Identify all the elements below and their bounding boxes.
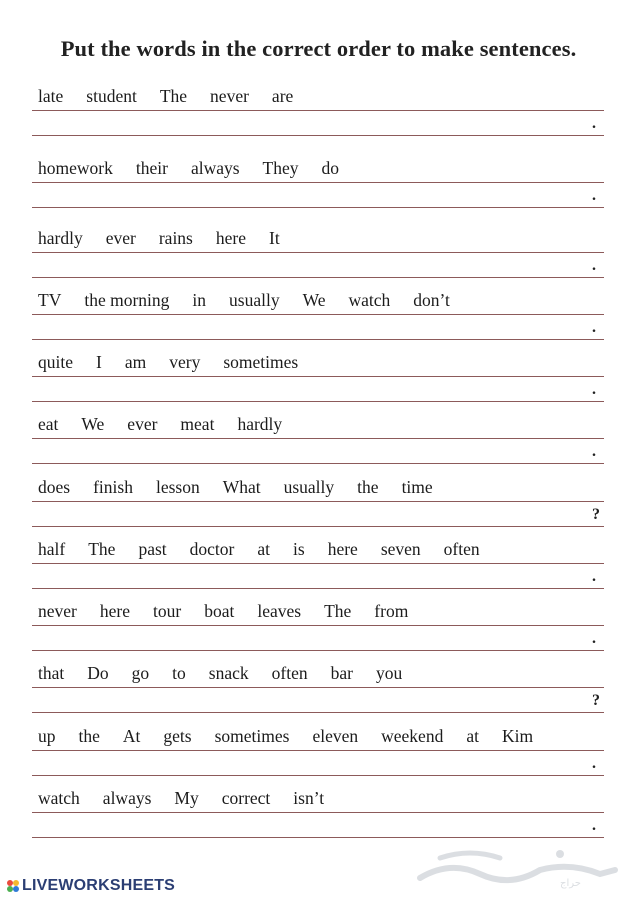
scrambled-word: The xyxy=(88,539,116,559)
scrambled-word: isn’t xyxy=(293,788,325,808)
scrambled-word: tour xyxy=(153,601,182,621)
scrambled-word: at xyxy=(466,726,479,746)
scrambled-word: quite xyxy=(38,352,73,372)
answer-line-bottom[interactable] xyxy=(32,712,604,713)
scrambled-words xyxy=(38,538,503,560)
scrambled-word: am xyxy=(124,352,147,372)
scrambled-word: My xyxy=(174,788,199,808)
answer-line-bottom[interactable] xyxy=(32,463,604,464)
scrambled-words xyxy=(38,600,431,622)
scrambled-word: don’t xyxy=(413,290,450,310)
exercise-row xyxy=(0,476,637,536)
scrambled-word: doctor xyxy=(189,539,235,559)
scrambled-word: sometimes xyxy=(214,726,290,746)
scrambled-word: What xyxy=(222,477,261,497)
scrambled-words xyxy=(38,289,473,311)
scrambled-word: leaves xyxy=(257,601,302,621)
scrambled-word: always xyxy=(190,158,240,178)
scrambled-word: always xyxy=(102,788,152,808)
answer-line-bottom[interactable] xyxy=(32,650,604,651)
scrambled-word: meat xyxy=(180,414,215,434)
scrambled-word: hardly xyxy=(38,228,83,248)
end-punctuation: . xyxy=(592,568,596,585)
scrambled-word: watch xyxy=(348,290,391,310)
scrambled-word: often xyxy=(443,539,480,559)
end-punctuation: . xyxy=(592,319,596,336)
exercise-row xyxy=(0,157,637,217)
scrambled-word: usually xyxy=(229,290,280,310)
exercise-row xyxy=(0,85,637,145)
scrambled-word: rains xyxy=(158,228,193,248)
scrambled-word: never xyxy=(210,86,249,106)
scrambled-word: It xyxy=(269,228,280,248)
end-punctuation: . xyxy=(592,381,596,398)
scrambled-word: half xyxy=(38,539,66,559)
scrambled-word: homework xyxy=(38,158,113,178)
scrambled-word: finish xyxy=(93,477,133,497)
scrambled-word: the morning xyxy=(84,290,170,310)
answer-line-top[interactable] xyxy=(32,812,604,813)
svg-text:حراج: حراج xyxy=(560,878,581,889)
answer-line-top[interactable] xyxy=(32,314,604,315)
scrambled-word: in xyxy=(192,290,207,310)
scrambled-word: bar xyxy=(330,663,353,683)
answer-line-bottom[interactable] xyxy=(32,775,604,776)
scrambled-word: hardly xyxy=(237,414,283,434)
scrambled-word: Do xyxy=(87,663,109,683)
scrambled-word: ever xyxy=(127,414,158,434)
scrambled-words xyxy=(38,413,305,435)
exercise-row xyxy=(0,600,637,660)
scrambled-word: that xyxy=(38,663,65,683)
answer-line-bottom[interactable] xyxy=(32,277,604,278)
scrambled-words xyxy=(38,725,556,747)
scrambled-word: gets xyxy=(163,726,192,746)
scrambled-word: their xyxy=(135,158,168,178)
answer-line-top[interactable] xyxy=(32,563,604,564)
scrambled-word: does xyxy=(38,477,71,497)
scrambled-word: At xyxy=(122,726,141,746)
answer-line-bottom[interactable] xyxy=(32,588,604,589)
answer-line-top[interactable] xyxy=(32,438,604,439)
scrambled-word: seven xyxy=(380,539,421,559)
answer-line-bottom[interactable] xyxy=(32,401,604,402)
scrambled-word: the xyxy=(357,477,379,497)
scrambled-words xyxy=(38,662,425,684)
scrambled-word: to xyxy=(172,663,186,683)
answer-line-bottom[interactable] xyxy=(32,207,604,208)
scrambled-word: up xyxy=(38,726,56,746)
scrambled-word: here xyxy=(327,539,358,559)
answer-line-bottom[interactable] xyxy=(32,837,604,838)
scrambled-word: correct xyxy=(221,788,271,808)
scrambled-word: boat xyxy=(204,601,235,621)
scrambled-words xyxy=(38,85,316,107)
exercise-row xyxy=(0,538,637,598)
haraj-watermark xyxy=(410,840,630,890)
scrambled-words xyxy=(38,351,321,373)
exercise-row xyxy=(0,725,637,785)
scrambled-word: snack xyxy=(208,663,249,683)
scrambled-words xyxy=(38,157,362,179)
answer-line-bottom[interactable] xyxy=(32,135,604,136)
scrambled-words xyxy=(38,227,303,249)
scrambled-word: at xyxy=(257,539,270,559)
exercise-row xyxy=(0,413,637,473)
worksheet-title: Put the words in the correct order to make sentences. xyxy=(60,36,577,61)
scrambled-word: The xyxy=(324,601,352,621)
scrambled-word: lesson xyxy=(155,477,200,497)
scrambled-word: the xyxy=(78,726,100,746)
scrambled-word: here xyxy=(215,228,246,248)
end-punctuation: . xyxy=(592,115,596,132)
scrambled-word: go xyxy=(131,663,150,683)
exercise-row xyxy=(0,351,637,411)
answer-line-top[interactable] xyxy=(32,501,604,502)
scrambled-word: past xyxy=(138,539,167,559)
scrambled-word: eat xyxy=(38,414,59,434)
scrambled-word: I xyxy=(96,352,102,372)
exercise-row xyxy=(0,662,637,722)
scrambled-words xyxy=(38,787,347,809)
answer-line-top[interactable] xyxy=(32,625,604,626)
end-punctuation: . xyxy=(592,630,596,647)
scrambled-word: We xyxy=(81,414,105,434)
answer-line-top[interactable] xyxy=(32,182,604,183)
scrambled-word: weekend xyxy=(381,726,444,746)
answer-line-top[interactable] xyxy=(32,376,604,377)
answer-line-top[interactable] xyxy=(32,750,604,751)
scrambled-word: time xyxy=(401,477,433,497)
end-punctuation: . xyxy=(592,187,596,204)
scrambled-word: here xyxy=(99,601,130,621)
scrambled-word: usually xyxy=(283,477,335,497)
scrambled-word: ever xyxy=(105,228,136,248)
scrambled-word: sometimes xyxy=(223,352,299,372)
end-punctuation: ? xyxy=(592,692,600,709)
exercise-row xyxy=(0,289,637,349)
scrambled-word: Kim xyxy=(501,726,534,746)
liveworksheets-logo xyxy=(6,877,175,895)
scrambled-word: The xyxy=(159,86,188,106)
answer-line-bottom[interactable] xyxy=(32,339,604,340)
exercise-row xyxy=(0,227,637,287)
answer-line-top[interactable] xyxy=(32,110,604,111)
scrambled-word: you xyxy=(375,663,403,683)
scrambled-word: from xyxy=(374,601,409,621)
scrambled-word: often xyxy=(271,663,308,683)
scrambled-word: We xyxy=(302,290,326,310)
scrambled-word: They xyxy=(262,158,299,178)
scrambled-word: watch xyxy=(38,788,80,808)
scrambled-word: very xyxy=(169,352,201,372)
scrambled-word: are xyxy=(271,86,294,106)
scrambled-word: late xyxy=(38,86,64,106)
end-punctuation: ? xyxy=(592,506,600,523)
scrambled-words xyxy=(38,476,456,498)
scrambled-word: eleven xyxy=(312,726,359,746)
scrambled-word: TV xyxy=(38,290,62,310)
end-punctuation: . xyxy=(592,755,596,772)
logo-text: LIVEWORKSHEETS xyxy=(22,877,176,894)
answer-line-top[interactable] xyxy=(32,252,604,253)
scrambled-word: is xyxy=(293,539,305,559)
scrambled-word: student xyxy=(86,86,137,106)
answer-line-top[interactable] xyxy=(32,687,604,688)
scrambled-word: do xyxy=(321,158,340,178)
end-punctuation: . xyxy=(592,443,596,460)
end-punctuation: . xyxy=(592,257,596,274)
answer-line-bottom[interactable] xyxy=(32,526,604,527)
liveworksheets-logo-icon xyxy=(6,879,20,893)
scrambled-word: never xyxy=(38,601,77,621)
end-punctuation: . xyxy=(592,817,596,834)
exercise-row xyxy=(0,787,637,847)
